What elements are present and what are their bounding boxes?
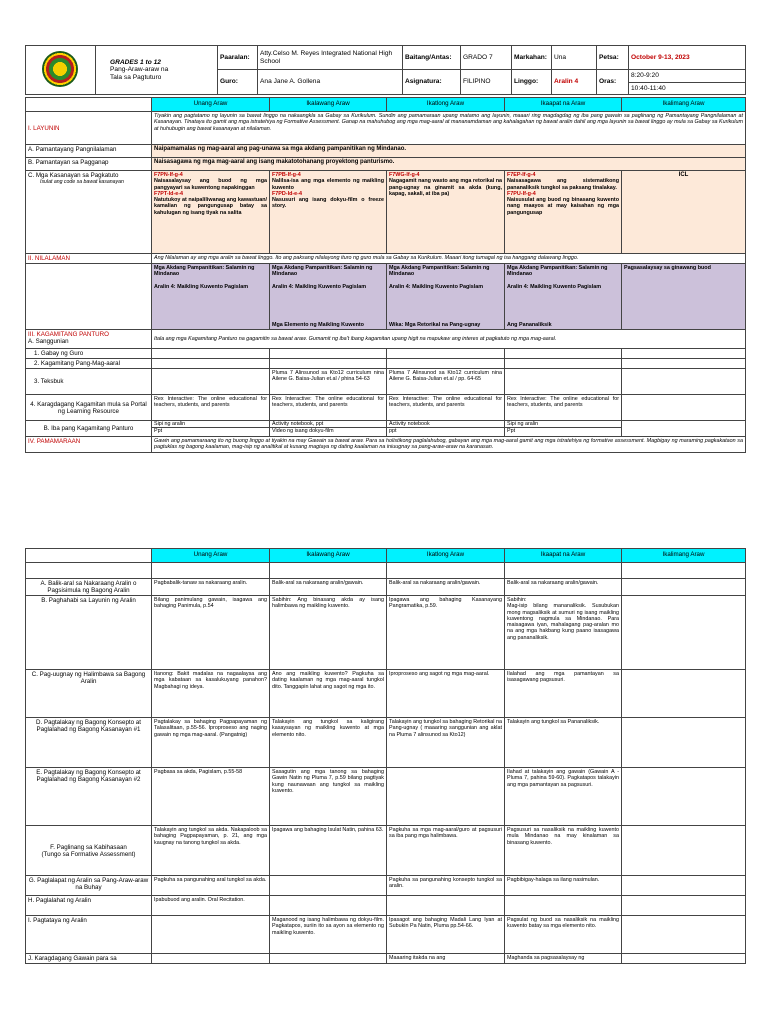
teksbuk-cell-1 xyxy=(152,369,270,395)
paglinang-cell-2: Ipagawa ang bahaging Isulat Natin, pahina 63. xyxy=(270,826,387,876)
balik-aral-cell-5 xyxy=(622,579,746,596)
iba-cell-4: Sipi ng aralin Ppt xyxy=(505,421,622,437)
nilalaman-cell-2: Mga Akdang Pampanitikan: Salamin ng Mindanao Aralin 4: Maikling Kuwento Pagislam Mga Elemento ng Maikling Kuwento xyxy=(270,264,387,330)
paglalapat-cell-3: Pagkuha sa pangunahing konsepto tungkol sa aralin. xyxy=(387,876,505,896)
layunin-text: Tiyakin ang pagtatamo ng layunin sa bawat linggo na nakaangkla sa Gabay sa Kurikulum. Sundin ang pamamaraan upang matamo ang layunin, maaari ring magdagdag ng iba pang gawain sa paglinang ng Pamantayang Pangnilalaman at Kasanayan. Tinataya ito gamit ang mga istratehiya ng Formative Assessment. Ganap na mahuhubog ang mga mag-aaral at mananamdaman ang kahalagahan ng bawat aralin dahil ang mga layunin sa bawat linggo ay mula sa Gabay sa Kurikulum at huhubugin ang bawat kasanayan at nilalaman. xyxy=(152,112,746,145)
paghahabi-label: B. Paghahabi sa Layunin ng Aralin xyxy=(26,596,152,670)
corner-cell-2 xyxy=(26,549,152,563)
oras-value: 8:20-9:20 10:40-11:40 xyxy=(629,70,746,95)
day-header-3: Ikatlong Araw xyxy=(387,98,505,112)
teksbuk-cell-4 xyxy=(505,369,622,395)
karagdagang-cell-3: Maaaring itakda na ang xyxy=(387,954,505,964)
day-header-1: Unang Araw xyxy=(152,98,270,112)
pamantayang-pangnilalaman-text: Naipamamalas ng mag-aaral ang pag-unawa sa mga akdang pampanitikan ng Mindanao. xyxy=(152,145,746,158)
blank-row-cell xyxy=(622,563,746,579)
blank-row-label xyxy=(26,563,152,579)
gabay-cell-2 xyxy=(270,349,387,359)
kasanayan-cell-2: F7PB-If-g-4 Nalilsa-isa ang mga elemento ng maikling kuwento F7PD-Id-e-4 Nasusuri ang isang dokyu-film o freeze story. xyxy=(270,171,387,254)
day-header-2-2: Ikalawang Araw xyxy=(270,549,387,563)
pagtalakay-1-cell-1: Pagtalakay sa bahaging Pagpapayaman ng Talasalitaan, p.55-56. Iproproseso ang naging gawain ng mga mag-aaral. (Pangatnig) xyxy=(152,718,270,768)
pamantayang-pangnilalaman-label: A. Pamantayang Pangnilalaman xyxy=(26,145,152,158)
karagdagang-cell-1 xyxy=(152,954,270,964)
karagdagang-cell-2 xyxy=(270,954,387,964)
paglalahat-cell-4 xyxy=(505,896,622,916)
baitang-value: GRADO 7 xyxy=(461,46,512,70)
nilalaman-blank xyxy=(26,264,152,330)
pagtalakay-2-cell-2: Sasagutin ang mga tanong sa bahaging Gawin Natin ng Pluma 7, p.59 bilang pagtiyak kung naunawaan ang tungkol sa maikling kuwento. xyxy=(270,768,387,826)
pang-cell-1 xyxy=(152,359,270,369)
school-logo-cell xyxy=(26,46,96,95)
pamamaraan-text: Gawin ang pamamaraang ito ng buong linggo at tiyakin na may Gawain sa bawat araw. Para sa holistikong paglalahubog, gabayan ang mga mag-aaral gamit ang mga istratehiya ng formative assessment. Magbigay ng maraming pagkakataon sa pagtuklas ng bagong kaalaman, mag-isip ng analitikal at kusang magtaya ng dating kaalaman na iniuugnay sa pang-araw-araw na karanasan. xyxy=(152,437,746,453)
nilalaman-text: Ang Nilalaman ay ang mga aralin sa bawat linggo. Ito ang paksang nilalayong ituro ng guro mula sa Gabay sa Kurikulum. Maaari itong tumagal ng isa hanggang dalawang linggo. xyxy=(152,254,746,264)
kasanayan-cell-3: F7WG-If-g-4 Nagagamit nang wasto ang mga retorikal na pang-ugnay na ginamit sa akda (kung, kapag, sakali, at iba pa) xyxy=(387,171,505,254)
kasanayan-label: C. Mga Kasanayan sa Pagkatuto Isulat ang code sa bawat kasanayan xyxy=(26,171,152,254)
pamantayan-sa-pagganap-label: B. Pamantayan sa Pagganap xyxy=(26,158,152,171)
paglalahat-cell-2 xyxy=(270,896,387,916)
teksbuk-label: 3. Teksbuk xyxy=(26,369,152,395)
form-title: GRADES 1 to 12 Pang-Araw-araw na Tala sa Pagtuturo xyxy=(96,46,218,95)
gabay-cell-5 xyxy=(622,349,746,359)
iba-pang-kagamitan-label: B. Iba pang Kagamitang Panturo xyxy=(26,421,152,437)
paglalapat-cell-1: Pagkuha sa pangunahing aral tungkol sa akda. xyxy=(152,876,270,896)
paaralan-label: Paaralan: xyxy=(218,46,258,70)
paglalapat-label: G. Paglalapat ng Aralin sa Pang-Araw-araw na Buhay xyxy=(26,876,152,896)
iba-cell-5 xyxy=(622,421,746,437)
paghahabi-cell-1: Bilang panimulang gawain, isagawa ang bahaging Panimula, p.54 xyxy=(152,596,270,670)
paglinang-cell-5 xyxy=(622,826,746,876)
paglinang-cell-3: Pagkuha sa mga mag-aaral/guro at pagsusuri sa iba pang mga halimbawa. xyxy=(387,826,505,876)
karagdagang-cell-4: Maghanda sa pagsasalaysay ng xyxy=(505,954,622,964)
pagtataya-label: I. Pagtataya ng Aralin xyxy=(26,916,152,954)
pagtalakay-2-label: E. Pagtalakay ng Bagong Konsepto at Paglalahad ng Bagong Kasanayan #2 xyxy=(26,768,152,826)
kagamitan-text: Itala ang mga Kagamitang Panturo na gagamitin sa bawat araw. Gumamit ng iba't ibang kagamitan upang higit na mapukaw ang interes at pagkatuto ng mga mag-aaral. xyxy=(152,330,746,349)
pagtalakay-1-cell-2: Talakayin ang tungkol sa kaligirang kasaysayan ng maikling kuwento at mga elemento nito. xyxy=(270,718,387,768)
paglalahat-cell-3 xyxy=(387,896,505,916)
balik-aral-cell-3: Balik-aral sa nakaraang aralin/gawain. xyxy=(387,579,505,596)
pagtalakay-2-cell-4: Ilahad at talakayin ang gawain (Gawain A - Pluma 7, pahina 59-60). Pagkatapos talakayin ang mga pamantayan sa pagsusuri. xyxy=(505,768,622,826)
blank-row-cell xyxy=(505,563,622,579)
pag-uugnay-cell-1: Itanong: Bakit madalas na nagaalaysa ang mga kabataan sa kasalukuyang panahon? Magbahagi ng ideya. xyxy=(152,670,270,718)
nilalaman-label: II. NILALAMAN xyxy=(26,254,152,264)
pang-mag-aaral-label: 2. Kagamitang Pang-Mag-aaral xyxy=(26,359,152,369)
pamamaraan-label: IV. PAMAMARAAN xyxy=(26,437,152,453)
gabay-label: 1. Gabay ng Guro xyxy=(26,349,152,359)
oras-label: Oras: xyxy=(597,70,629,95)
paglalapat-cell-2 xyxy=(270,876,387,896)
kagamitan-label: III. KAGAMITANG PANTURO A. Sanggunian xyxy=(26,330,152,349)
pagtalakay-1-cell-4: Talakayin ang tungkol sa Pananaliksik. xyxy=(505,718,622,768)
teksbuk-cell-5 xyxy=(622,369,746,395)
paglalapat-cell-5 xyxy=(622,876,746,896)
gabay-cell-1 xyxy=(152,349,270,359)
lr-cell-4: Rex Interactive: The online educational for teachers, students, and parents xyxy=(505,395,622,421)
lr-cell-3: Rex Interactive: The online educational for teachers, students, and parents xyxy=(387,395,505,421)
blank-row-cell xyxy=(270,563,387,579)
day-header-2-3: Ikatlong Araw xyxy=(387,549,505,563)
balik-aral-cell-1: Pagbabalik-tanaw sa nakaraang aralin. xyxy=(152,579,270,596)
pag-uugnay-label: C. Pag-uugnay ng Halimbawa sa Bagong Aralin xyxy=(26,670,152,718)
pagtalakay-1-label: D. Pagtalakay ng Bagong Konsepto at Paglalahad ng Bagong Kasanayan #1 xyxy=(26,718,152,768)
pang-cell-2 xyxy=(270,359,387,369)
layunin-label: I. LAYUNIN xyxy=(26,112,152,145)
balik-aral-cell-2: Balik-aral sa nakaraang aralin/gawain. xyxy=(270,579,387,596)
teksbuk-cell-3: Pluma 7 Alinsunod sa Kto12 curriculum nina Ailene G. Baisa-Julian et.al / pp. 64-65 xyxy=(387,369,505,395)
pagtalakay-2-cell-3 xyxy=(387,768,505,826)
paglinang-label: F. Paglinang sa Kabihasaan (Tungo sa Formative Assessment) xyxy=(26,826,152,876)
balik-aral-label: A. Balik-aral sa Nakaraang Aralin o Pagsisimula ng Bagong Aralin xyxy=(26,579,152,596)
day-header-2-4: Ikaapat na Araw xyxy=(505,549,622,563)
iba-cell-3: Activity notebook ppt xyxy=(387,421,505,437)
paglalahat-label: H. Paglalahat ng Aralin xyxy=(26,896,152,916)
nilalaman-cell-1: Mga Akdang Pampanitikan: Salamin ng Mindanao Aralin 4: Maikling Kuwento Pagislam xyxy=(152,264,270,330)
lr-cell-5 xyxy=(622,395,746,421)
plan-table-1 xyxy=(25,97,746,453)
pag-uugnay-cell-4: Ilalahad ang mga pamantayan sa isasagawang pagsusuri. xyxy=(505,670,622,718)
kasanayan-cell-5: ICL xyxy=(622,171,746,254)
guro-label: Guro: xyxy=(218,70,258,95)
pag-uugnay-cell-5 xyxy=(622,670,746,718)
karagdagang-gawain-label: J. Karagdagang Gawain para sa xyxy=(26,954,152,964)
day-header-4: Ikaapat na Araw xyxy=(505,98,622,112)
paghahabi-cell-5 xyxy=(622,596,746,670)
iba-cell-2: Activity notebook, ppt Video ng isang dokyu-film xyxy=(270,421,387,437)
iba-cell-1: Sipi ng aralin Ppt xyxy=(152,421,270,437)
learning-resource-label: 4. Karagdagang Kagamitan mula sa Portal ng Learning Resource xyxy=(26,395,152,421)
asignatura-label: Asignatura: xyxy=(403,70,461,95)
lr-cell-1: Rex Interactive: The online educational for teachers, students, and parents xyxy=(152,395,270,421)
teksbuk-cell-2: Pluma 7 Alinsunod sa Kto12 curriculum nina Ailene G. Baisa-Julian et.al / phina 54-63 xyxy=(270,369,387,395)
pagtataya-cell-1 xyxy=(152,916,270,954)
nilalaman-cell-3: Mga Akdang Pampanitikan: Salamin ng Mindanao Aralin 4: Maikling Kuwento Pagislam Wika: Mga Retorikal na Pang-ugnay xyxy=(387,264,505,330)
kasanayan-cell-4: F7EP-If-g-4 Naisasagawa ang sistematikong pananaliksik tungkol sa paksang tinalakay. F7PU-If-g-4 Naisusulat ang buod ng binasang kuwento nang maayos at may kaisahan ng mga pangungusap xyxy=(505,171,622,254)
petsa-value: October 9-13, 2023 xyxy=(629,46,746,70)
pagtalakay-2-cell-5 xyxy=(622,768,746,826)
plan-table-2 xyxy=(25,548,746,964)
linggo-label: Linggo: xyxy=(512,70,552,95)
linggo-value: Aralin 4 xyxy=(552,70,597,95)
gabay-cell-3 xyxy=(387,349,505,359)
school-logo-icon xyxy=(42,51,78,87)
balik-aral-cell-4: Balik-aral sa nakaraang aralin/gawain. xyxy=(505,579,622,596)
nilalaman-cell-4: Mga Akdang Pampanitikan: Salamin ng Mindanao Aralin 4: Maikling Kuwento Pagislam Ang Pananaliksik xyxy=(505,264,622,330)
paglalahat-cell-1: Ipabubuod ang aralin. Oral Recitation. xyxy=(152,896,270,916)
day-header-2: Ikalawang Araw xyxy=(270,98,387,112)
markahan-value: Una xyxy=(552,46,597,70)
blank-row-cell xyxy=(387,563,505,579)
day-header-5: Ikalimang Araw xyxy=(622,98,746,112)
asignatura-value: FILIPINO xyxy=(461,70,512,95)
guro-value: Ana Jane A. Gollena xyxy=(258,70,403,95)
pang-cell-5 xyxy=(622,359,746,369)
pagtalakay-1-cell-5 xyxy=(622,718,746,768)
pagtataya-cell-2: Maganood ng isang halimbawa ng dokyu-film. Pagkatapos, suriin ito sa ayon sa elemento ng maikling kuwento. xyxy=(270,916,387,954)
paglinang-cell-1: Talakayin ang tungkol sa akda. Nakapaloob sa bahaging Pagpapayaman, p. 21, ang mga kaugnay na tanong tungkol sa akda. xyxy=(152,826,270,876)
nilalaman-cell-5: Pagsasalaysay sa ginawang buod xyxy=(622,264,746,330)
markahan-label: Markahan: xyxy=(512,46,552,70)
pagtataya-cell-4: Pagsulat ng buod sa nasaliksik na maikling kuwento batay sa mga elemento nito. xyxy=(505,916,622,954)
paglalapat-cell-4: Pagbibigay-halaga sa ilang nasimulan. xyxy=(505,876,622,896)
pamantayan-sa-pagganap-text: Naisasagawa ng mga mag-aaral ang isang makatotohanang proyektong panturismo. xyxy=(152,158,746,171)
corner-cell xyxy=(26,98,152,112)
gabay-cell-4 xyxy=(505,349,622,359)
pag-uugnay-cell-3: Iproproseso ang sagot ng mga mag-aaral. xyxy=(387,670,505,718)
baitang-label: Baitang/Antas: xyxy=(403,46,461,70)
pagtalakay-2-cell-1: Pagbasa sa akda, Pagislam, p.55-58 xyxy=(152,768,270,826)
paghahabi-cell-4: Sabihin: Mag-isip bilang mananaliksik. Susubukan mong magsaliksik at sumuri ng isang maikling kuwentong nagmula sa Mindanao. Para maisagawa iyan, mahalagang pag-aralan mo na ang mga hakbang kung paano isasagawa ang pananaliksik. xyxy=(505,596,622,670)
pang-cell-3 xyxy=(387,359,505,369)
blank-row-cell xyxy=(152,563,270,579)
kasanayan-cell-1: F7PN-If-g-4 Naisasalaysay ang buod ng mga pangyayari sa kuwentong napakinggan F7PT-Id-e-4 Natutukoy at naipaliliwanag ang kawastuan/ kamalian ng pangungusap batay sa kahulugan ng isang tiyak na salita xyxy=(152,171,270,254)
lr-cell-2: Rex Interactive: The online educational for teachers, students, and parents xyxy=(270,395,387,421)
pagtataya-cell-5 xyxy=(622,916,746,954)
paglinang-cell-4: Pagsusuri sa nasaliksik na maikling kuwento mula Mindanao na may kinalaman sa binasang kuwento. xyxy=(505,826,622,876)
pag-uugnay-cell-2: Ano ang maikling kuwento? Pagkuha sa dating kaalaman ng mga mag-aaral tungkol dito. Tanggapin lahat ang sagot ng mga ito. xyxy=(270,670,387,718)
pagtataya-cell-3: Ipasagot ang bahaging Madali Lang Iyan at Subukin Pa Natin, Pluma pp.54-66. xyxy=(387,916,505,954)
paghahabi-cell-3: Ipagawa ang bahaging Kasanayang Pangramatika, p.59. xyxy=(387,596,505,670)
karagdagang-cell-5 xyxy=(622,954,746,964)
header-table xyxy=(25,45,746,95)
paaralan-value: Atty.Celso M. Reyes Integrated National High School xyxy=(258,46,403,70)
paghahabi-cell-2: Sabihin: Ang binasang akda ay isang halimbawa ng maikling kuwento. xyxy=(270,596,387,670)
petsa-label: Petsa: xyxy=(597,46,629,70)
day-header-2-5: Ikalimang Araw xyxy=(622,549,746,563)
pang-cell-4 xyxy=(505,359,622,369)
paglalahat-cell-5 xyxy=(622,896,746,916)
pagtalakay-1-cell-3: Talakayin ang tungkol sa bahaging Retorikal na Pang-ugnay ( maaaring sanggunian ang aklat na Pluma 7 alinsunod sa Kto12) xyxy=(387,718,505,768)
day-header-2-1: Unang Araw xyxy=(152,549,270,563)
